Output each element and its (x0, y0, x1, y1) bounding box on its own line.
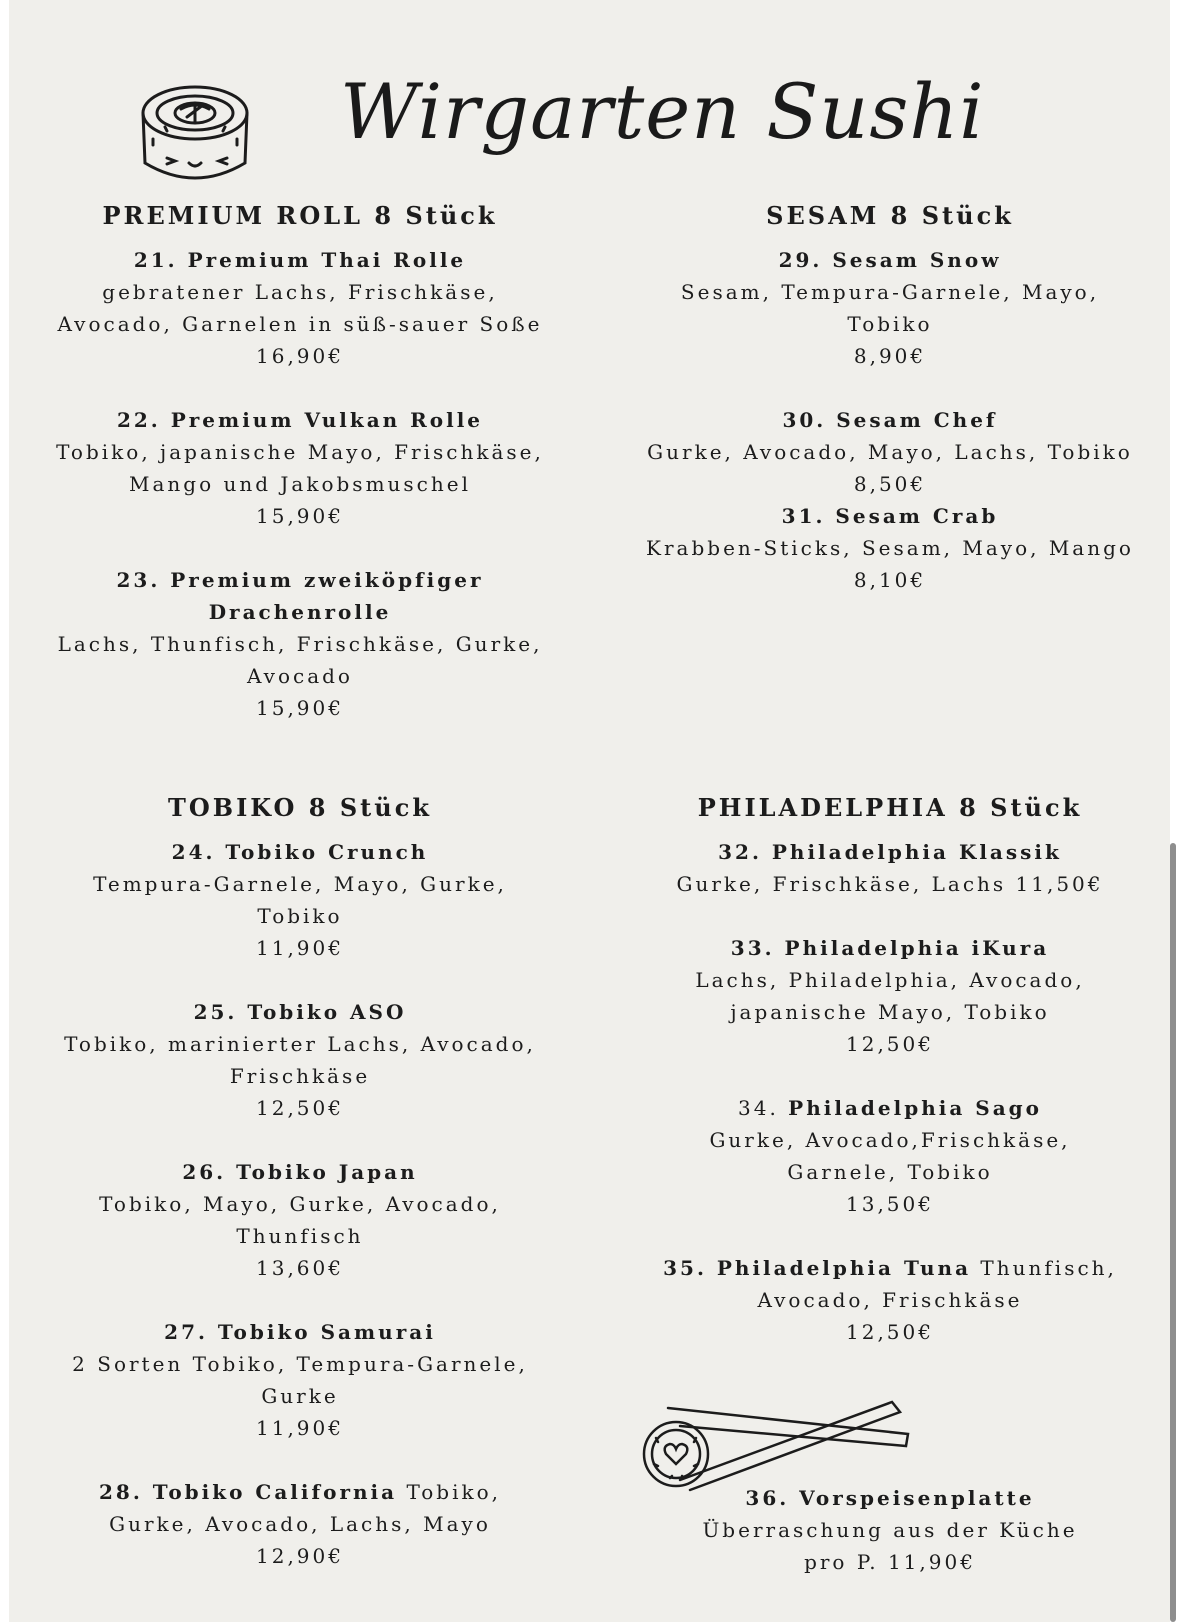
menu-item-29 (620, 244, 1160, 372)
item-number: 34. (738, 1096, 779, 1120)
item-desc: Gurke, Frischkäse, Lachs 11,50€ (676, 872, 1104, 896)
item-price: 13,60€ (256, 1256, 344, 1280)
section-title: SESAM 8 Stück (766, 201, 1014, 230)
page-edge-left (0, 0, 9, 1622)
item-desc: Tobiko (257, 904, 343, 928)
item-desc: Avocado, Garnelen in süß-sauer Soße (57, 312, 543, 336)
item-desc: Lachs, Thunfisch, Frischkäse, Gurke, (57, 632, 543, 656)
item-desc: Tempura-Garnele, Mayo, Gurke, (93, 872, 507, 896)
item-name: 30. Sesam Chef (782, 408, 998, 432)
section-tobiko (40, 792, 560, 1572)
item-price: 8,10€ (853, 568, 927, 592)
item-desc: Sesam, Tempura-Garnele, Mayo, (680, 280, 1100, 304)
item-desc: Avocado, Frischkäse (757, 1288, 1023, 1312)
item-desc: Thunfisch, (980, 1256, 1117, 1280)
item-desc: Avocado (247, 664, 353, 688)
item-name: 21. Premium Thai Rolle (133, 248, 467, 272)
item-desc: Gurke (261, 1384, 339, 1408)
section-title: PHILADELPHIA 8 Stück (697, 793, 1083, 822)
item-price: 12,50€ (256, 1096, 344, 1120)
item-desc: Lachs, Philadelphia, Avocado, (695, 968, 1085, 992)
item-desc: Thunfisch (236, 1224, 364, 1248)
item-name: 24. Tobiko Crunch (171, 840, 429, 864)
item-price: 15,90€ (256, 696, 344, 720)
menu-item-30 (620, 404, 1160, 500)
item-name: 31. Sesam Crab (781, 504, 999, 528)
item-name: 36. Vorspeisenplatte (745, 1486, 1035, 1510)
section-sesam (620, 200, 1160, 596)
item-desc: Mango und Jakobsmuschel (129, 472, 471, 496)
menu-item-35 (620, 1252, 1160, 1348)
menu-item-26 (40, 1156, 560, 1284)
item-desc: Gurke, Avocado, Mayo, Lachs, Tobiko (647, 440, 1133, 464)
item-price: 8,50€ (853, 472, 927, 496)
item-desc: Krabben-Sticks, Sesam, Mayo, Mango (646, 536, 1134, 560)
item-desc: Garnele, Tobiko (787, 1160, 993, 1184)
menu-item-27 (40, 1316, 560, 1444)
item-name: Drachenrolle (208, 600, 392, 624)
menu-item-22 (40, 404, 560, 532)
menu-item-33 (620, 932, 1160, 1060)
item-price: 16,90€ (256, 344, 344, 368)
item-name: Philadelphia Sago (788, 1096, 1042, 1120)
menu-title: Wirgarten Sushi (340, 67, 985, 156)
menu-item-23 (40, 564, 560, 724)
item-name: 22. Premium Vulkan Rolle (116, 408, 484, 432)
item-desc: japanische Mayo, Tobiko (730, 1000, 1050, 1024)
item-name: 27. Tobiko Samurai (164, 1320, 436, 1344)
menu-item-25 (40, 996, 560, 1124)
chopsticks-sushi-heart-icon (640, 1394, 918, 1494)
item-desc: Gurke, Avocado,Frischkäse, (709, 1128, 1071, 1152)
menu-item-31 (620, 500, 1160, 596)
item-price: 11,90€ (256, 936, 344, 960)
item-name: 25. Tobiko ASO (193, 1000, 407, 1024)
item-name: 26. Tobiko Japan (182, 1160, 418, 1184)
section-philadelphia (620, 792, 1160, 1348)
item-desc: Frischkäse (229, 1064, 371, 1088)
item-desc: Tobiko, (406, 1480, 501, 1504)
item-desc: Überraschung aus der Küche (702, 1518, 1078, 1542)
item-price: 8,90€ (853, 344, 927, 368)
menu-item-21 (40, 244, 560, 372)
item-price: 12,50€ (846, 1320, 934, 1344)
item-price: 12,90€ (256, 1544, 344, 1568)
section-premium-roll (40, 200, 560, 724)
scrollbar[interactable] (1170, 843, 1176, 1622)
menu-item-36 (620, 1482, 1160, 1578)
item-name: 29. Sesam Snow (778, 248, 1002, 272)
item-name: 33. Philadelphia iKura (730, 936, 1050, 960)
menu-item-24 (40, 836, 560, 964)
item-price: 15,90€ (256, 504, 344, 528)
item-name: 23. Premium zweiköpfiger (116, 568, 484, 592)
item-desc: Tobiko (847, 312, 933, 336)
item-desc: Tobiko, Mayo, Gurke, Avocado, (99, 1192, 501, 1216)
sushi-roll-face-icon (137, 83, 253, 187)
item-price: 12,50€ (846, 1032, 934, 1056)
item-name: 32. Philadelphia Klassik (718, 840, 1062, 864)
item-desc: 2 Sorten Tobiko, Tempura-Garnele, (72, 1352, 528, 1376)
item-name: 35. Philadelphia Tuna (663, 1256, 972, 1280)
section-title: PREMIUM ROLL 8 Stück (102, 201, 498, 230)
menu-item-32 (620, 836, 1160, 900)
menu-item-28 (40, 1476, 560, 1572)
item-price: pro P. 11,90€ (804, 1550, 976, 1574)
section-title: TOBIKO 8 Stück (168, 793, 432, 822)
item-desc: Gurke, Avocado, Lachs, Mayo (109, 1512, 491, 1536)
menu-item-34 (620, 1092, 1160, 1220)
item-desc: Tobiko, japanische Mayo, Frischkäse, (56, 440, 544, 464)
item-desc: gebratener Lachs, Frischkäse, (102, 280, 498, 304)
item-desc: Tobiko, marinierter Lachs, Avocado, (64, 1032, 536, 1056)
item-price: 13,50€ (846, 1192, 934, 1216)
item-price: 11,90€ (256, 1416, 344, 1440)
item-name: 28. Tobiko California (99, 1480, 398, 1504)
